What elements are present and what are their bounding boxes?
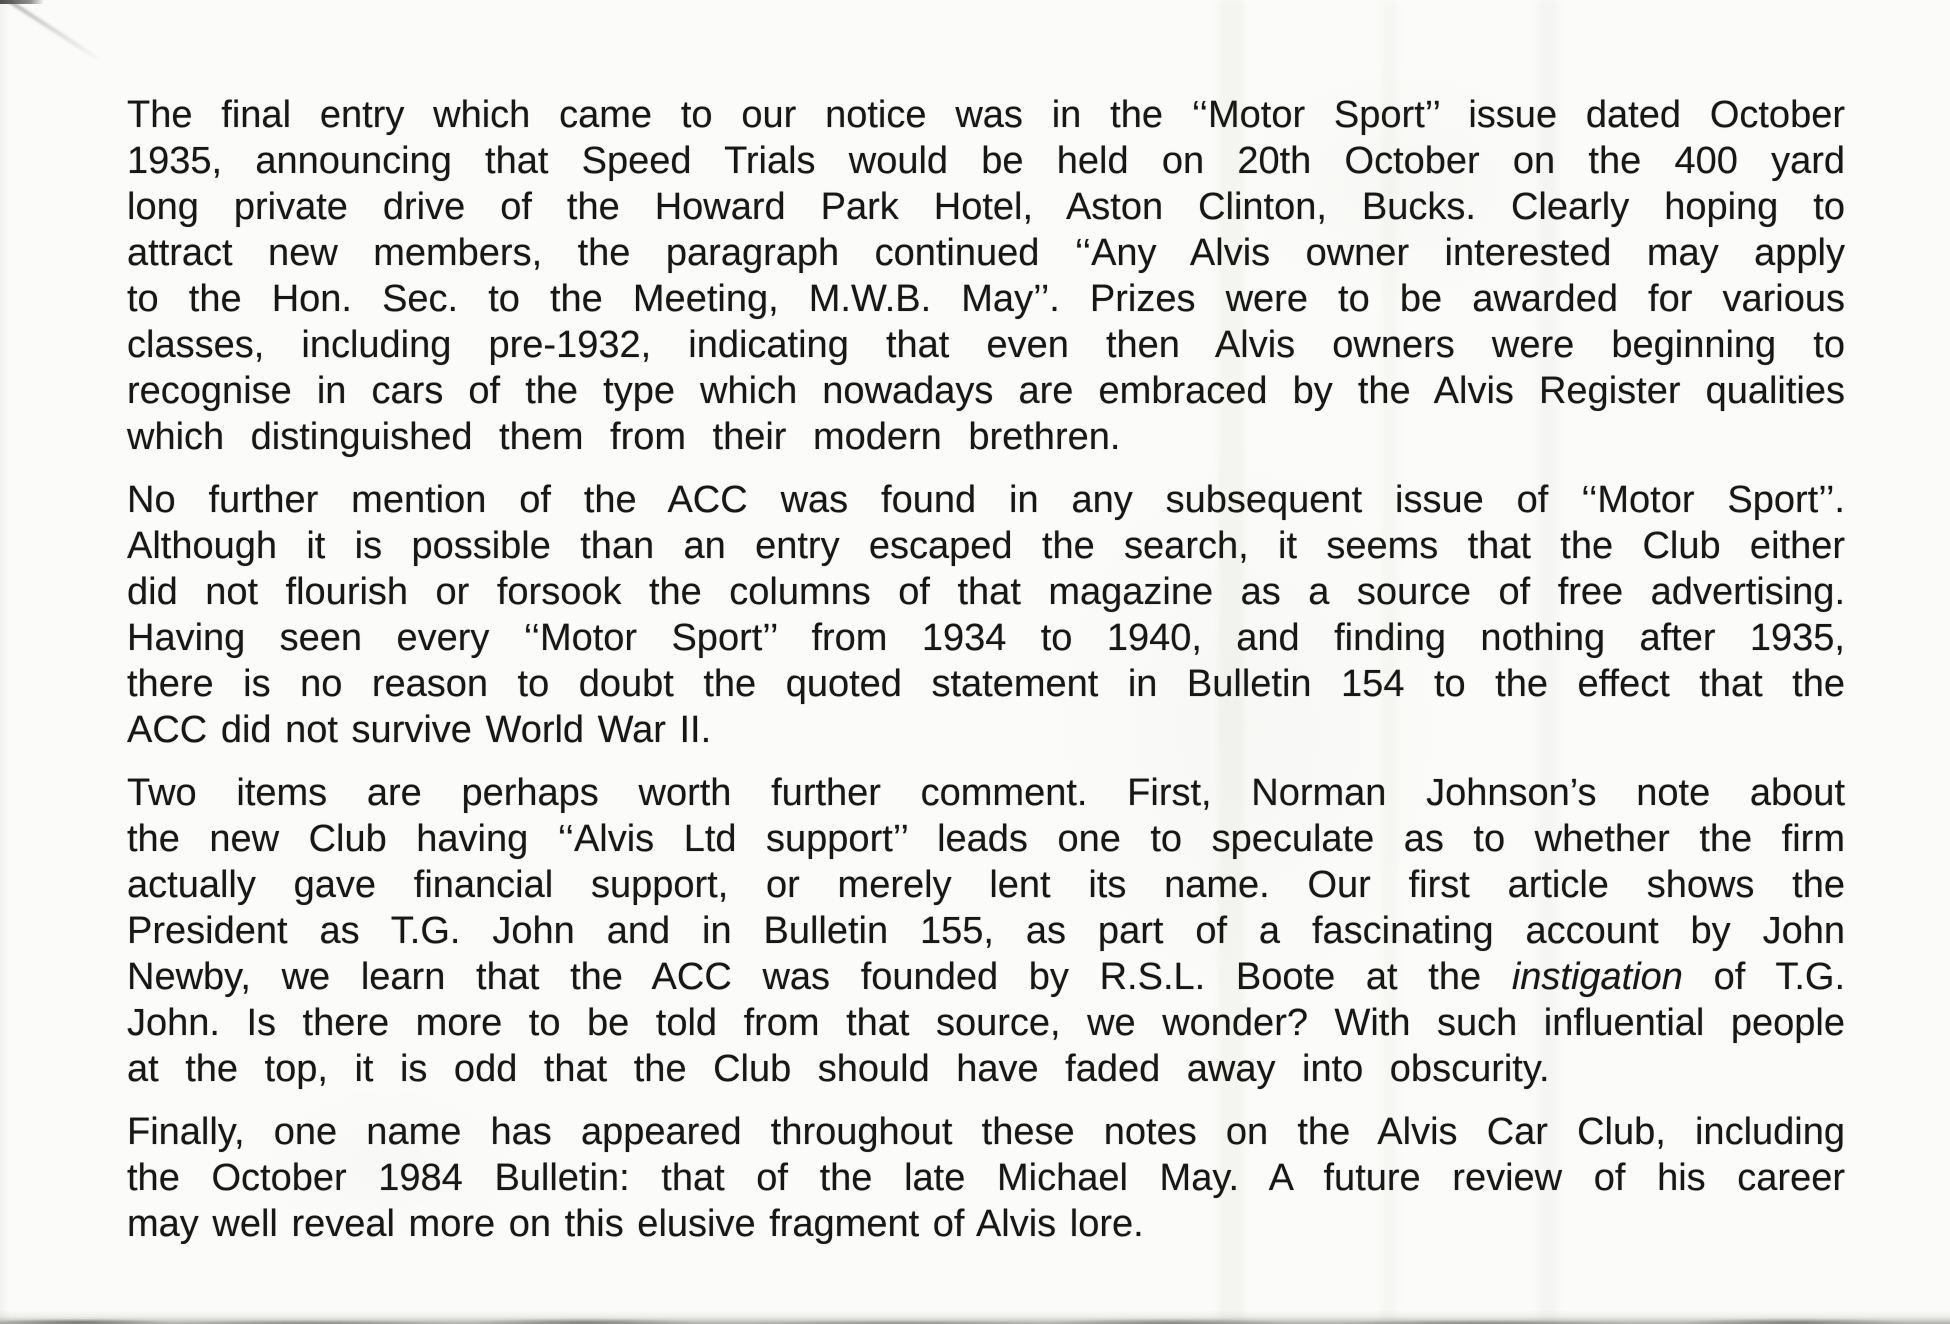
text-line: [127, 1046, 1845, 1092]
text-segment: may well reveal more on this elusive fragment of Alvis lore.: [127, 1203, 1144, 1245]
text-segment: The final entry which came to our notice was in the ‘‘Motor Sport’’ issue dated October: [127, 94, 1845, 136]
text-segment: long private drive of the Howard Park Hotel, Aston Clinton, Bucks. Clearly hoping to: [127, 186, 1845, 228]
text-segment: which distinguished them from their modern brethren.: [127, 416, 1121, 458]
scan-artifact-left-edge-shade: [0, 0, 10, 1324]
text-segment: classes, including pre-1932, indicating that even then Alvis owners were beginning to: [127, 324, 1845, 366]
text-line: [127, 1201, 1845, 1247]
text-line: [127, 184, 1845, 230]
text-segment: actually gave financial support, or merely lent its name. Our first article shows the: [127, 864, 1845, 906]
text-line: [127, 569, 1845, 615]
scan-artifact-top-edge-streak: [0, 0, 44, 4]
paragraph-no-further-mention: [127, 477, 1845, 753]
text-segment: to the Hon. Sec. to the Meeting, M.W.B. May’’. Prizes were to be awarded for various: [127, 278, 1845, 320]
text-segment: Having seen every ‘‘Motor Sport’’ from 1934 to 1940, and finding nothing after 1935,: [127, 617, 1845, 659]
text-segment: there is no reason to doubt the quoted statement in Bulletin 154 to the effect that the: [127, 663, 1845, 705]
italic-text-segment: instigation: [1511, 956, 1683, 998]
text-line: [127, 1155, 1845, 1201]
scan-artifact-bottom-edge-band: [0, 1310, 1950, 1324]
text-segment: the October 1984 Bulletin: that of the late Michael May. A future review of his career: [127, 1157, 1845, 1199]
text-segment: attract new members, the paragraph continued ‘‘Any Alvis owner interested may apply: [127, 232, 1845, 274]
text-line: [127, 138, 1845, 184]
text-line: [127, 368, 1845, 414]
text-line: [127, 707, 1845, 753]
text-line: [127, 908, 1845, 954]
text-segment: No further mention of the ACC was found in any subsequent issue of ‘‘Motor Sport’’.: [127, 479, 1845, 521]
text-segment: the new Club having ‘‘Alvis Ltd support’’ leads one to speculate as to whether the firm: [127, 818, 1845, 860]
text-line: [127, 954, 1845, 1000]
text-segment: Two items are perhaps worth further comment. First, Norman Johnson’s note about: [127, 772, 1845, 814]
text-line: [127, 770, 1845, 816]
text-line: [127, 862, 1845, 908]
text-line: [127, 92, 1845, 138]
text-segment: 1935, announcing that Speed Trials would be held on 20th October on the 400 yard: [127, 140, 1845, 182]
text-segment: at the top, it is odd that the Club should have faded away into obscurity.: [127, 1048, 1550, 1090]
text-segment: recognise in cars of the type which nowadays are embraced by the Alvis Register qualities: [127, 370, 1845, 412]
text-line: [127, 661, 1845, 707]
paragraph-two-items: [127, 770, 1845, 1092]
text-line: [127, 1000, 1845, 1046]
text-segment: Newby, we learn that the ACC was founded by R.S.L. Boote at the: [127, 956, 1512, 998]
text-line: [127, 276, 1845, 322]
text-segment: Although it is possible than an entry escaped the search, it seems that the Club either: [127, 525, 1845, 567]
paragraph-final-entry: [127, 92, 1845, 460]
text-line: [127, 414, 1845, 460]
text-line: [127, 477, 1845, 523]
text-segment: President as T.G. John and in Bulletin 155, as part of a fascinating account by John: [127, 910, 1845, 952]
text-segment: ACC did not survive World War II.: [127, 709, 712, 751]
document-text-block: [127, 92, 1845, 1247]
text-line: [127, 322, 1845, 368]
text-segment: Finally, one name has appeared throughout these notes on the Alvis Car Club, including: [127, 1111, 1845, 1153]
paragraph-finally: [127, 1109, 1845, 1247]
text-line: [127, 230, 1845, 276]
text-line: [127, 615, 1845, 661]
text-line: [127, 523, 1845, 569]
text-segment: of T.G.: [1682, 956, 1846, 998]
text-segment: John. Is there more to be told from that source, we wonder? With such influential people: [127, 1002, 1845, 1044]
text-line: [127, 1109, 1845, 1155]
text-segment: did not flourish or forsook the columns of that magazine as a source of free advertising.: [127, 571, 1845, 613]
scan-artifact-corner-smudge: [0, 0, 103, 63]
text-line: [127, 816, 1845, 862]
